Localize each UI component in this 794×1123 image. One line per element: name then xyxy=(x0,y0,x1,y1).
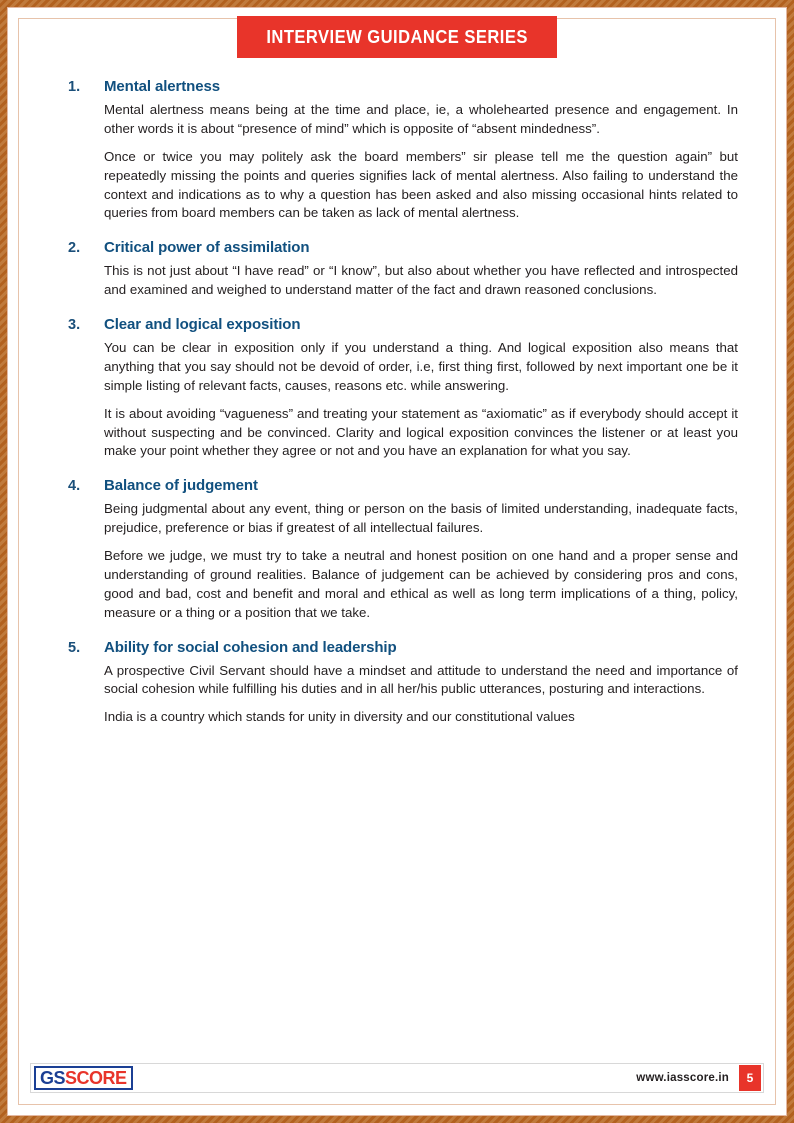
website-url: www.iasscore.in xyxy=(636,1072,729,1084)
section-number: 1. xyxy=(68,79,81,95)
section-heading xyxy=(68,316,738,333)
section-title: Mental alertness xyxy=(104,78,220,95)
section-number: 5. xyxy=(68,639,81,656)
section-title: Balance of judgement xyxy=(104,477,258,495)
header-banner-title: INTERVIEW GUIDANCE SERIES xyxy=(266,26,528,47)
section-paragraph: Being judgmental about any event, thing or person on the basis of limited understanding, inadequate facts, prejudice, preference or bias if greatest of all intellectual failures. xyxy=(104,501,738,536)
section-paragraph: A prospective Civil Servant should have a mindset and attitude to understand the need and importance of social cohesion while fulfilling his duties and in all her/his public utterances, posturing and interactions. xyxy=(104,662,738,697)
section-2 xyxy=(68,239,738,300)
section-5 xyxy=(68,639,738,728)
section-paragraph: You can be clear in exposition only if you understand a thing. And logical exposition also means that anything that you say should not be devoid of order, i.e, first thing first, followed by next important one be it simple listing of relevant facts, causes, reasons etc. while answering. xyxy=(104,340,738,393)
section-3 xyxy=(68,316,738,461)
section-number: 2. xyxy=(68,240,81,257)
section-paragraph: This is not just about “I have read” or “I know”, but also about whether you have reflected and introspected and examined and weighed to understand matter of the fact and drawn reasoned conclusions. xyxy=(104,263,738,298)
section-heading xyxy=(68,639,738,656)
logo-text-score: SCORE xyxy=(65,1067,127,1088)
section-title: Critical power of assimilation xyxy=(104,239,310,257)
page-outer-border xyxy=(7,7,787,1116)
section-number: 3. xyxy=(68,317,81,333)
gsscore-logo xyxy=(34,1066,133,1090)
header-banner xyxy=(237,16,557,58)
section-title: Ability for social cohesion and leadership xyxy=(104,638,397,656)
section-paragraph: Before we judge, we must try to take a neutral and honest position on one hand and a proper sense and understanding of ground realities. Balance of judgement can be achieved by considering pros and cons, good and bad, cost and benefit and moral and ethical as well as long term implications of a thing, policy, measure or a thing or a position that we take. xyxy=(104,548,738,620)
section-paragraph: It is about avoiding “vagueness” and treating your statement as “axiomatic” as if everybody should accept it without suspecting and be convinced. Clarity and logical exposition convinces the listener or at least you make your point whether they agree or not and you have an explanation for what you say. xyxy=(104,405,738,459)
section-heading xyxy=(68,239,738,256)
section-number: 4. xyxy=(68,478,81,495)
section-title: Clear and logical exposition xyxy=(104,316,301,333)
section-4 xyxy=(68,477,738,622)
section-paragraph: Once or twice you may politely ask the board members” sir please tell me the question again” but repeatedly missing the points and queries signifies lack of mental alertness. Also failing to understand the context and indications as to why a question has been asked and also missing occasional hints related to queries from board members can be taken as lack of mental alertness. xyxy=(104,148,738,221)
page-number-badge: 5 xyxy=(739,1065,761,1091)
document-content xyxy=(68,78,738,1035)
section-heading xyxy=(68,477,738,494)
logo-text-gs: GS xyxy=(40,1067,66,1088)
section-paragraph: India is a country which stands for unity in diversity and our constitutional values xyxy=(104,709,575,725)
section-paragraph: Mental alertness means being at the time and place, ie, a wholehearted presence and engagement. In other words it is about “presence of mind” which is opposite of “absent mindedness”. xyxy=(104,102,738,136)
section-1 xyxy=(68,78,738,223)
section-heading xyxy=(68,78,738,95)
footer-right-group xyxy=(636,1064,763,1092)
page-footer xyxy=(30,1063,764,1093)
